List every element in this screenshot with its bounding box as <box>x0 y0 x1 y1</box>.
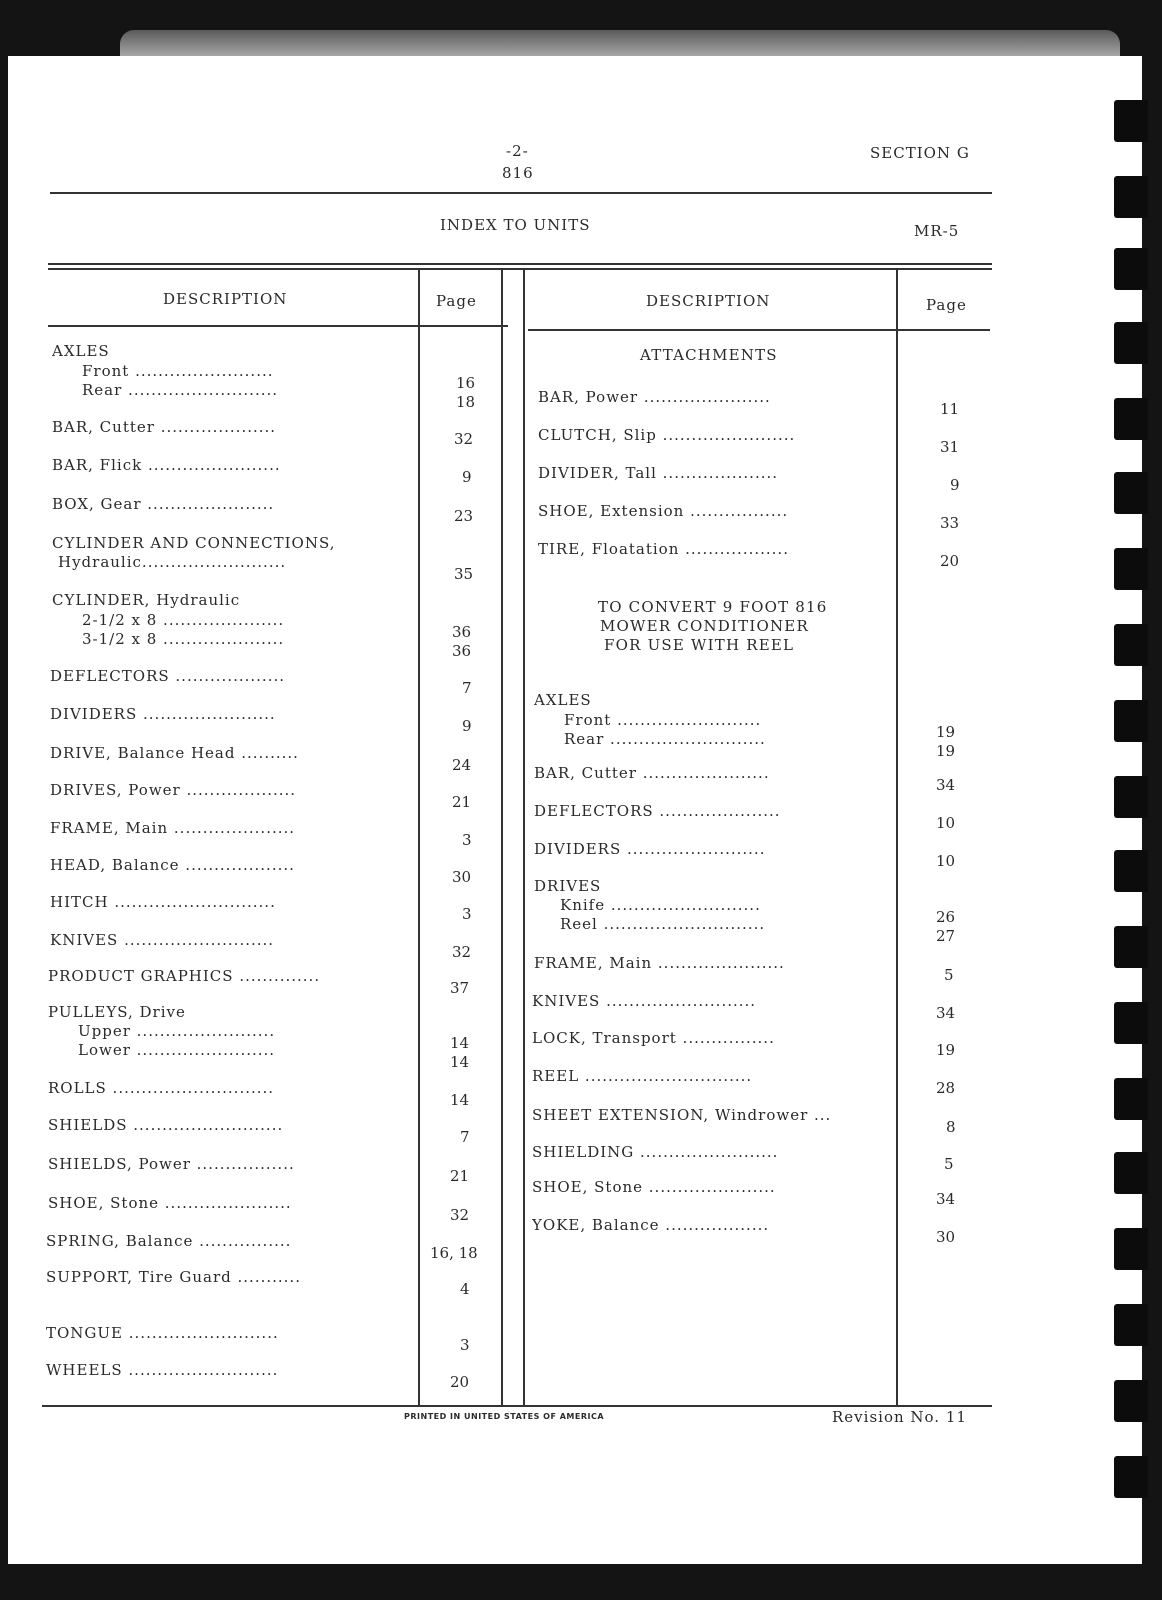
table-top-rule <box>48 263 992 265</box>
attachments-heading: ATTACHMENTS <box>640 346 778 364</box>
index-entry-page: 3 <box>460 1336 470 1354</box>
index-entry <box>46 1268 516 1298</box>
index-title: INDEX TO UNITS <box>440 216 591 234</box>
index-entry-description: REEL ............................. <box>532 1067 753 1085</box>
index-entry <box>538 426 1008 456</box>
index-entry-page: 34 <box>936 1004 956 1022</box>
index-entry <box>52 495 522 525</box>
table-bottom-rule <box>42 1405 992 1407</box>
index-entry-page: 21 <box>452 793 472 811</box>
index-entry-description: KNIVES .......................... <box>50 931 275 949</box>
index-entry-page: 20 <box>450 1373 470 1391</box>
index-entry-description: SUPPORT, Tire Guard ........... <box>46 1268 301 1286</box>
index-entry-description: AXLES <box>52 342 110 360</box>
index-entry-page: 14 <box>450 1091 470 1109</box>
binding-hole <box>1114 248 1148 290</box>
index-entry-page: 32 <box>454 430 474 448</box>
index-entry-page: 37 <box>450 979 470 997</box>
index-entry-page: 28 <box>936 1079 956 1097</box>
index-entry-description: BAR, Flick ....................... <box>52 456 281 474</box>
index-entry-description: BAR, Cutter .................... <box>52 418 277 436</box>
index-entry-description: DRIVE, Balance Head .......... <box>50 744 299 762</box>
index-entry-description: PRODUCT GRAPHICS .............. <box>48 967 321 985</box>
index-entry-description: SHOE, Stone ...................... <box>532 1178 776 1196</box>
index-entry <box>534 802 1004 832</box>
index-entry-page: 34 <box>936 1190 956 1208</box>
index-entry <box>48 1155 518 1185</box>
index-entry <box>534 954 1004 984</box>
index-entry-page: 7 <box>460 1128 470 1146</box>
index-entry-page: 4 <box>460 1280 470 1298</box>
index-entry-page: 14 <box>450 1053 470 1071</box>
index-entry-description: Upper ........................ <box>78 1022 276 1040</box>
index-entry-description: Knife .......................... <box>560 896 761 914</box>
index-entry-page: 3 <box>462 831 472 849</box>
binding-hole <box>1114 1380 1148 1422</box>
left-header-rule <box>48 325 508 327</box>
index-entry-page: 3 <box>462 905 472 923</box>
index-entry <box>52 342 522 362</box>
index-entry-description: Rear .......................... <box>82 381 279 399</box>
index-entry <box>532 1029 1002 1059</box>
binding-hole <box>1114 322 1148 364</box>
index-entry-description: Front ........................ <box>82 362 274 380</box>
index-entry-description: 2-1/2 x 8 ..................... <box>82 611 285 629</box>
right-header-rule <box>528 329 990 331</box>
index-entry <box>50 819 520 849</box>
binding-hole <box>1114 700 1148 742</box>
printed-in-usa: PRINTED IN UNITED STATES OF AMERICA <box>404 1412 605 1421</box>
index-entry <box>46 1361 516 1391</box>
left-description-header: DESCRIPTION <box>163 290 288 308</box>
index-entry-page: 5 <box>944 966 954 984</box>
index-entry <box>532 1216 1002 1246</box>
index-entry-description: AXLES <box>534 691 592 709</box>
index-entry-page: 14 <box>450 1034 470 1052</box>
binding-hole <box>1114 398 1148 440</box>
index-entry-description: Lower ........................ <box>78 1041 276 1059</box>
convert-heading-line-1: TO CONVERT 9 FOOT 816 <box>598 598 828 616</box>
binding-hole <box>1114 776 1148 818</box>
index-entry <box>46 1232 516 1262</box>
revision-number: Revision No. 11 <box>832 1408 967 1426</box>
index-entry-description: SHOE, Extension ................. <box>538 502 789 520</box>
index-entry <box>48 1079 518 1109</box>
index-entry-description: TONGUE .......................... <box>46 1324 279 1342</box>
left-page-header: Page <box>436 292 477 310</box>
index-entry-page: 19 <box>936 723 956 741</box>
index-entry <box>560 915 1030 945</box>
index-entry-description: 3-1/2 x 8 ..................... <box>82 630 285 648</box>
index-entry <box>50 705 520 735</box>
index-entry <box>538 388 1008 418</box>
index-entry <box>52 534 522 554</box>
index-entry <box>50 667 520 697</box>
index-entry <box>534 691 1004 711</box>
index-entry <box>50 744 520 774</box>
index-entry-description: CYLINDER AND CONNECTIONS, <box>52 534 336 552</box>
index-entry <box>538 464 1008 494</box>
index-entry <box>82 630 552 660</box>
right-description-header: DESCRIPTION <box>646 292 771 310</box>
index-entry <box>564 730 1034 760</box>
binding-hole <box>1114 624 1148 666</box>
index-entry-description: BAR, Cutter ...................... <box>534 764 770 782</box>
index-entry <box>78 1041 548 1071</box>
index-entry-description: DRIVES <box>534 877 602 895</box>
convert-heading-line-2: MOWER CONDITIONER <box>600 617 809 635</box>
index-entry-page: 26 <box>936 908 956 926</box>
binding-hole <box>1114 1304 1148 1346</box>
index-entry <box>48 967 518 997</box>
index-entry-description: WHEELS .......................... <box>46 1361 279 1379</box>
index-entry <box>532 1067 1002 1097</box>
index-entry <box>534 877 1004 897</box>
index-entry-page: 21 <box>450 1167 470 1185</box>
binding-hole <box>1114 1152 1148 1194</box>
index-entry <box>52 591 522 611</box>
index-entry-page: 20 <box>940 552 960 570</box>
index-entry-description: SPRING, Balance ................ <box>46 1232 292 1250</box>
index-entry-description: SHIELDING ........................ <box>532 1143 779 1161</box>
index-entry <box>534 840 1004 870</box>
index-entry-page: 33 <box>940 514 960 532</box>
index-entry <box>532 1106 1002 1136</box>
index-entry-description: YOKE, Balance .................. <box>532 1216 770 1234</box>
binding-hole <box>1114 100 1148 142</box>
index-entry-description: BOX, Gear ...................... <box>52 495 275 513</box>
index-entry-page: 16, 18 <box>430 1244 478 1262</box>
index-entry-description: LOCK, Transport ................ <box>532 1029 775 1047</box>
binding-hole <box>1114 1456 1148 1498</box>
index-entry-page: 35 <box>454 565 474 583</box>
index-entry-page: 11 <box>940 400 960 418</box>
doc-code: MR-5 <box>914 222 960 240</box>
index-entry <box>532 992 1002 1022</box>
index-entry-description: DEFLECTORS ................... <box>50 667 286 685</box>
index-entry-description: DIVIDER, Tall .................... <box>538 464 779 482</box>
index-entry-description: CYLINDER, Hydraulic <box>52 591 241 609</box>
index-entry-description: DRIVES, Power ................... <box>50 781 297 799</box>
binding-hole <box>1114 1228 1148 1270</box>
index-entry-page: 36 <box>452 623 472 641</box>
index-entry-page: 30 <box>936 1228 956 1246</box>
index-entry-page: 5 <box>944 1155 954 1173</box>
model-number: 816 <box>502 164 534 182</box>
index-entry-description: KNIVES .......................... <box>532 992 757 1010</box>
index-entry-page: 10 <box>936 852 956 870</box>
index-entry-description: DIVIDERS ....................... <box>50 705 276 723</box>
index-entry <box>538 502 1008 532</box>
index-entry-description: TIRE, Floatation .................. <box>538 540 789 558</box>
index-entry-description: BAR, Power ...................... <box>538 388 771 406</box>
center-divider-2 <box>523 270 525 1406</box>
index-entry-page: 34 <box>936 776 956 794</box>
binding-hole <box>1114 472 1148 514</box>
index-entry-description: FRAME, Main ...................... <box>534 954 785 972</box>
binding-hole <box>1114 1078 1148 1120</box>
index-entry-page: 23 <box>454 507 474 525</box>
index-entry <box>50 893 520 923</box>
index-entry <box>534 764 1004 794</box>
index-entry-page: 7 <box>462 679 472 697</box>
index-entry <box>50 856 520 886</box>
index-entry-description: Front ......................... <box>564 711 762 729</box>
index-entry-description: DIVIDERS ........................ <box>534 840 766 858</box>
section-label: SECTION G <box>870 144 970 162</box>
index-entry-page: 27 <box>936 927 956 945</box>
index-entry <box>48 1116 518 1146</box>
right-page-header: Page <box>926 296 967 314</box>
index-entry-page: 19 <box>936 742 956 760</box>
document-page <box>8 56 1142 1564</box>
index-entry-description: FRAME, Main ..................... <box>50 819 296 837</box>
index-entry-page: 32 <box>450 1206 470 1224</box>
binding-hole <box>1114 176 1148 218</box>
index-entry-description: Rear ........................... <box>564 730 766 748</box>
index-entry <box>58 553 528 583</box>
index-entry <box>538 540 1008 570</box>
index-entry-description: PULLEYS, Drive <box>48 1003 186 1021</box>
index-entry-description: Hydraulic......................... <box>58 553 287 571</box>
convert-heading-line-3: FOR USE WITH REEL <box>604 636 795 654</box>
index-entry-description: CLUTCH, Slip ....................... <box>538 426 796 444</box>
index-entry-description: ROLLS ............................ <box>48 1079 275 1097</box>
index-entry <box>48 1194 518 1224</box>
index-entry-page: 9 <box>950 476 960 494</box>
index-entry <box>52 418 522 448</box>
index-entry-page: 30 <box>452 868 472 886</box>
index-entry-page: 8 <box>946 1118 956 1136</box>
index-entry-page: 31 <box>940 438 960 456</box>
index-entry-page: 9 <box>462 468 472 486</box>
binding-hole <box>1114 548 1148 590</box>
index-entry-page: 24 <box>452 756 472 774</box>
index-entry-description: SHIELDS .......................... <box>48 1116 284 1134</box>
index-entry <box>50 781 520 811</box>
index-entry <box>82 381 552 411</box>
index-entry-page: 16 <box>456 374 476 392</box>
index-entry <box>52 456 522 486</box>
index-entry-page: 18 <box>456 393 476 411</box>
index-entry-description: SHEET EXTENSION, Windrower ... <box>532 1106 832 1124</box>
index-entry-description: SHOE, Stone ...................... <box>48 1194 292 1212</box>
index-entry-description: DEFLECTORS ..................... <box>534 802 781 820</box>
binding-hole <box>1114 850 1148 892</box>
index-entry-page: 36 <box>452 642 472 660</box>
index-entry <box>48 1003 518 1023</box>
binding-hole <box>1114 926 1148 968</box>
index-entry-page: 9 <box>462 717 472 735</box>
index-entry-description: Reel ............................ <box>560 915 766 933</box>
index-entry <box>532 1143 1002 1173</box>
index-entry <box>46 1324 516 1354</box>
index-entry-description: SHIELDS, Power ................. <box>48 1155 295 1173</box>
header-rule <box>50 192 992 194</box>
index-entry-page: 10 <box>936 814 956 832</box>
binding-hole <box>1114 1002 1148 1044</box>
index-entry-page: 32 <box>452 943 472 961</box>
index-entry-description: HEAD, Balance ................... <box>50 856 295 874</box>
index-entry <box>532 1178 1002 1208</box>
index-entry-page: 19 <box>936 1041 956 1059</box>
index-entry-description: HITCH ............................ <box>50 893 276 911</box>
page-number: -2- <box>506 142 529 160</box>
table-top-rule-2 <box>48 268 992 270</box>
index-entry <box>50 931 520 961</box>
